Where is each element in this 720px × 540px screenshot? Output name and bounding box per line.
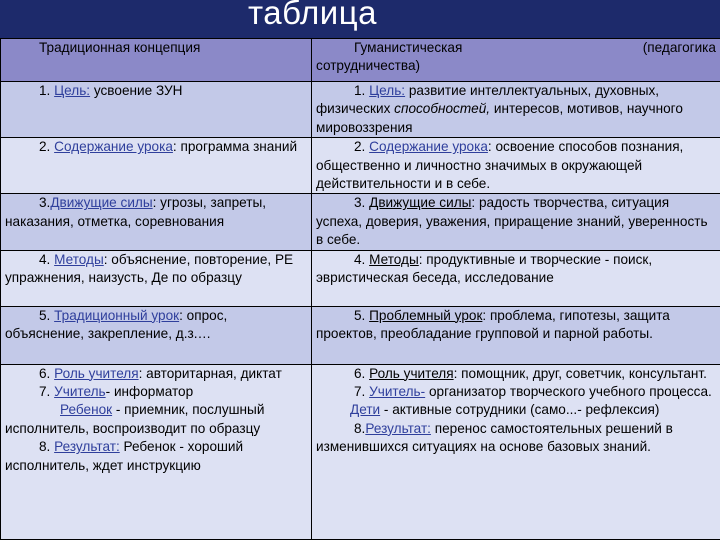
cell-text: организатор творческого учебного процесса. <box>425 384 712 400</box>
item-number: 2. <box>39 139 55 155</box>
cell-text: интересов, мотивов, научного мировоззрения <box>316 101 683 135</box>
header-humanistic-label-c: сотрудничества) <box>316 58 421 74</box>
cell-text: : проблема, гипотезы, защита проектов, преобладание групповой и парной работы. <box>316 307 670 342</box>
cell-text: : программа знаний <box>172 139 298 155</box>
keyword-methods: Методы <box>54 251 104 267</box>
table-row <box>1 82 720 138</box>
cell-text: : объяснение, повторение, РЕ упражнения, наизусть, Де по образцу <box>5 251 294 286</box>
cell-humanistic <box>312 364 720 539</box>
item-number: 5. <box>39 307 55 323</box>
table-row <box>1 194 720 250</box>
item-number: 5. <box>354 307 370 323</box>
cell-text: : освоение способов познания, общественно и личностно значимых в окружающей действительности и в себе. <box>316 139 684 192</box>
item-number: 2. <box>354 139 370 155</box>
item-number: 8. <box>354 420 366 436</box>
item-number: 4. <box>354 251 370 267</box>
title-band <box>0 0 720 38</box>
keyword-teacher: Учитель- <box>369 384 426 400</box>
cell-humanistic <box>312 82 720 138</box>
item-number: 8. <box>39 439 55 455</box>
item-number: 1. <box>354 83 370 98</box>
table-row <box>1 138 720 194</box>
cell-text: - информатор <box>105 384 194 400</box>
keyword-goal: Цель: <box>54 83 91 98</box>
cell-traditional <box>1 250 312 306</box>
item-number: 3. <box>39 195 51 211</box>
cell-humanistic <box>312 194 720 250</box>
cell-text: : угрозы, запреты, наказания, отметка, соревнования <box>5 195 267 229</box>
cell-text: перенос самостоятельных решений в изменившихся ситуациях на основе базовых знаний. <box>316 420 673 455</box>
header-humanistic-label-b: (педагогика <box>642 40 716 55</box>
cell-text: развитие интеллектуальных, духовных, физических <box>316 83 660 117</box>
keyword-content: Содержание урока <box>54 139 173 155</box>
keyword-result: Результат: <box>365 420 431 436</box>
keyword-children: Дети <box>350 402 381 418</box>
keyword-lesson: Традиционный урок <box>54 307 180 323</box>
header-traditional <box>1 39 312 82</box>
cell-traditional <box>1 306 312 364</box>
cell-traditional <box>1 364 312 539</box>
keyword-goal: Цель: <box>369 83 406 98</box>
item-number: 3. <box>354 195 370 211</box>
cell-text: усвоение ЗУН <box>90 83 183 98</box>
keyword-content: Содержание урока <box>369 139 488 155</box>
cell-text: : радость творчества, ситуация успеха, доверия, уважения, приращение знаний, уверенность в себе. <box>316 195 708 248</box>
cell-text: - активные сотрудники (само...- рефлексия) <box>380 402 660 418</box>
table-row <box>1 250 720 306</box>
keyword-methods: Методы <box>369 251 419 267</box>
item-number: 7. <box>354 384 370 400</box>
header-humanistic-label-a: Гуманистическая <box>354 40 463 55</box>
cell-text-italic: способностей, <box>394 101 491 117</box>
header-traditional-label: Традиционная концепция <box>39 40 201 55</box>
table-row <box>1 364 720 539</box>
keyword-result: Результат: <box>54 439 120 455</box>
cell-text: : продуктивные и творческие - поиск, эвристическая беседа, исследование <box>316 251 653 286</box>
item-number: 4. <box>39 251 55 267</box>
item-number: 7. <box>39 384 55 400</box>
keyword-child: Ребенок <box>60 402 113 418</box>
cell-humanistic <box>312 250 720 306</box>
cell-humanistic <box>312 306 720 364</box>
cell-text: Ребенок - хороший исполнитель, ждет инструкцию <box>5 439 244 473</box>
item-number: 6. <box>354 365 370 381</box>
item-number: 6. <box>39 365 55 381</box>
cell-text: : опрос, объяснение, закрепление, д.з.… <box>5 307 228 342</box>
keyword-lesson: Проблемный урок <box>369 307 483 323</box>
table-header-row <box>1 39 720 82</box>
keyword-driving-forces: Движущие силы <box>369 195 472 211</box>
cell-traditional <box>1 82 312 138</box>
keyword-teacher: Учитель <box>54 384 106 400</box>
cell-text: : помощник, друг, советчик, консультант. <box>453 365 707 381</box>
keyword-teacher-role: Роль учителя <box>54 365 139 381</box>
cell-humanistic <box>312 138 720 194</box>
keyword-teacher-role: Роль учителя <box>369 365 454 381</box>
keyword-driving-forces: Движущие силы <box>50 195 153 211</box>
cell-traditional <box>1 138 312 194</box>
cell-traditional <box>1 194 312 250</box>
table-row <box>1 306 720 364</box>
cell-text: - приемник, послушный исполнитель, воспроизводит по образцу <box>5 402 265 436</box>
header-humanistic <box>312 39 720 82</box>
page-title: таблица <box>248 0 377 31</box>
item-number: 1. <box>39 83 55 98</box>
comparison-table <box>0 38 720 540</box>
cell-text: : авторитарная, диктат <box>138 365 282 381</box>
